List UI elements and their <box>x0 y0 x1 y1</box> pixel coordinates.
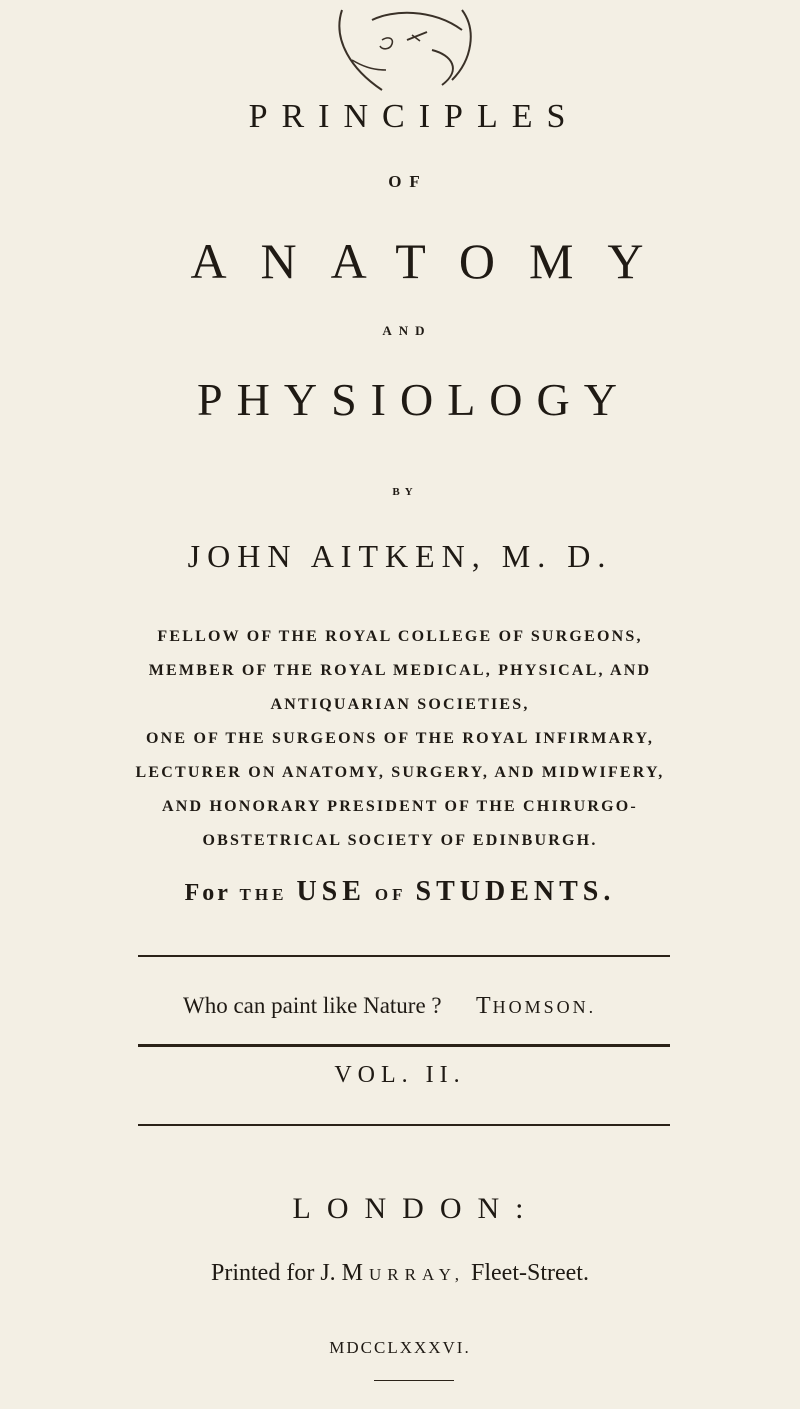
printer-printed-for: Printed for J. <box>211 1260 336 1286</box>
divider-rule <box>138 1044 670 1047</box>
volume-number: VOL. II. <box>334 1062 466 1088</box>
motto-author-rest: HOMSON. <box>492 997 597 1017</box>
printer-name-rest: URRAY, <box>369 1265 466 1284</box>
dedication-for: For <box>184 880 231 906</box>
handwritten-signature-mark <box>312 0 502 100</box>
motto-quote: Who can paint like Nature ? <box>183 993 442 1018</box>
credential-line: AND HONORARY PRESIDENT OF THE CHIRURGO- <box>162 798 638 815</box>
printer-name <box>342 1260 465 1286</box>
author-name: JOHN AITKEN, M. D. <box>187 538 613 574</box>
dedication-line <box>0 876 800 908</box>
credential-line: OBSTETRICAL SOCIETY OF EDINBURGH. <box>202 832 598 849</box>
printer-name-initial: M <box>341 1260 369 1286</box>
credential-line: LECTURER ON ANATOMY, SURGERY, AND MIDWIFERY, <box>135 764 665 781</box>
divider-rule <box>138 955 670 957</box>
imprint-date: MDCCLXXXVI. <box>329 1338 471 1357</box>
title-line-physiology: PHYSIOLOGY <box>197 374 631 425</box>
motto-author <box>476 993 596 1020</box>
divider-rule <box>138 1124 670 1126</box>
motto-author-initial: T <box>476 993 493 1019</box>
title-line-of: OF <box>388 172 428 191</box>
dedication-of: OF <box>374 885 407 904</box>
divider-rule-small <box>374 1380 454 1381</box>
dedication-the: THE <box>239 885 288 904</box>
credential-line: ANTIQUARIAN SOCIETIES, <box>270 696 530 713</box>
imprint-place: LONDON: <box>292 1192 540 1225</box>
dedication-students: STUDENTS. <box>415 876 616 907</box>
title-line-and: AND <box>382 323 432 338</box>
title-line-by: BY <box>392 486 418 498</box>
credential-line: ONE OF THE SURGEONS OF THE ROYAL INFIRMARY, <box>145 730 655 747</box>
imprint-printer <box>0 1260 800 1287</box>
credential-line: FELLOW OF THE ROYAL COLLEGE OF SURGEONS, <box>157 628 643 645</box>
title-line-principles: PRINCIPLES <box>248 98 580 135</box>
title-line-anatomy: ANATOMY <box>190 233 678 289</box>
credential-line: MEMBER OF THE ROYAL MEDICAL, PHYSICAL, AND <box>148 662 652 679</box>
printer-street: Fleet-Street. <box>471 1260 589 1286</box>
dedication-use: USE <box>296 876 366 907</box>
